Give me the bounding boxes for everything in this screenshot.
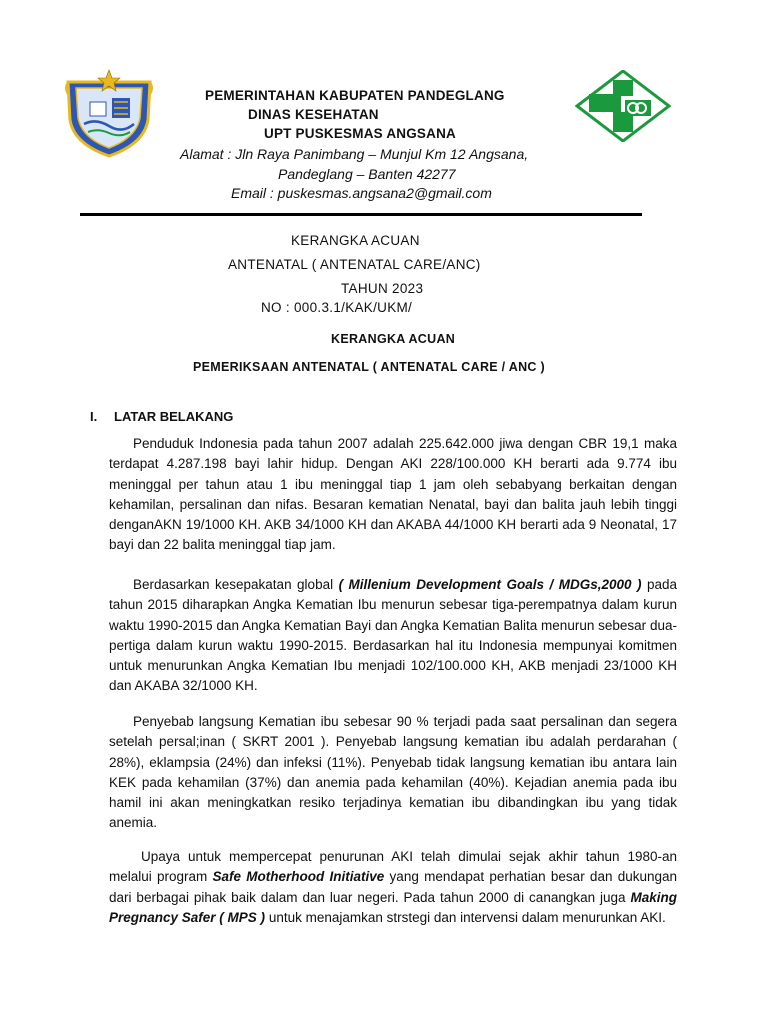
paragraph-4-text-a: Upaya untuk mempercepat penurunan AKI telah dimulai sejak akhir tahun 1980-an melalui program xyxy=(109,849,677,885)
paragraph-4 xyxy=(109,847,677,928)
doc-subheading-bold: PEMERIKSAAN ANTENATAL ( ANTENATAL CARE / ANC ) xyxy=(193,360,545,374)
doc-number: NO : 000.3.1/KAK/UKM/ xyxy=(261,300,413,315)
paragraph-2-text-b: pada tahun 2015 diharapkan Angka Kematian Ibu menurun sebesar tiga-perempatnya dalam kurun waktu 1990-2015 dan Angka Kematian Bayi dan Angka Kematian Balita menurun sebesar dua-pertiga dalam kurun waktu 1990-2015. Berdasarkan hal itu Indonesia mempunyai komitmen untuk menurunkan Angka Kematian Ibu menjadi 102/100.000 KH, AKB menjadi 23/1000 KH dan AKABA 32/1000 KH. xyxy=(109,577,677,694)
doc-title-line2: ANTENATAL ( ANTENATAL CARE/ANC) xyxy=(228,257,481,272)
paragraph-4-emphasis-b: Making Pregnancy Safer ( MPS ) xyxy=(109,889,677,925)
puskesmas-cross-icon xyxy=(575,70,671,142)
paragraph-2-text-a: Berdasarkan kesepakatan global xyxy=(133,577,339,592)
doc-title-year: TAHUN 2023 xyxy=(341,281,424,296)
paragraph-1-text: Penduduk Indonesia pada tahun 2007 adalah 225.642.000 jiwa dengan CBR 19,1 maka terdapat 4.287.198 bayi lahir hidup. Dengan AKI 228/100.000 KH berarti ada 9.774 ibu meninggal per tahun atau 1 ibu meninggal tiap 1 jam oleh sebabyang berkaitan dengan kehamilan, persalinan dan nifas. Besaran kematian Nenatal, bayi dan balita jauh lebih tinggi denganAKN 19/1000 KH. AKB 34/1000 KH dan AKABA 44/1000 KH berarti ada 9 Neonatal, 17 bayi dan 22 balita meninggal tiap jam. xyxy=(109,436,677,553)
letterhead-department: DINAS KESEHATAN xyxy=(248,107,379,122)
letterhead-address-line1: Alamat : Jln Raya Panimbang – Munjul Km 12 Angsana, xyxy=(180,146,529,162)
paragraph-4-text-c: untuk menajamkan strstegi dan intervensi dalam menurunkan AKI. xyxy=(265,909,666,925)
pandeglang-regency-crest-icon xyxy=(62,68,156,158)
letterhead-unit: UPT PUSKESMAS ANGSANA xyxy=(264,126,456,141)
paragraph-2-emphasis: ( Millenium Development Goals / MDGs,2000 ) xyxy=(338,577,642,592)
paragraph-4-emphasis-a: Safe Motherhood Initiative xyxy=(212,869,385,885)
paragraph-1 xyxy=(109,434,677,556)
section-heading xyxy=(90,409,233,424)
paragraph-4-text-b: yang mendapat perhatian besar dan dukungan dari berbagai pihak baik dalam dan luar negeri. Pada tahun 2000 di canangkan juga xyxy=(109,869,678,905)
paragraph-2 xyxy=(109,575,677,697)
doc-heading-bold: KERANGKA ACUAN xyxy=(331,332,456,346)
letterhead-email: Email : puskesmas.angsana2@gmail.com xyxy=(231,185,492,201)
letterhead-divider xyxy=(80,213,642,216)
paragraph-3-text: Penyebab langsung Kematian ibu sebesar 90 % terjadi pada saat persalinan dan segera setelah persal;inan ( SKRT 2001 ). Penyebab langsung kematian ibu adalah perdarahan ( 28%), eklampsia (24%) dan infeksi (11%). Penyebab tidak langsung kematian ibu antara lain KEK pada kehamilan (37%) dan anemia pada kehamilan (40%). Kejadian anemia pada ibu hamil ini akan meningkatkan resiko terjadinya kematian ibu dibandingkan ibu yang tidak anemia. xyxy=(109,714,677,831)
letterhead-government: PEMERINTAHAN KABUPATEN PANDEGLANG xyxy=(205,88,505,103)
paragraph-3 xyxy=(109,712,677,834)
doc-title-line1: KERANGKA ACUAN xyxy=(291,233,420,248)
section-title: LATAR BELAKANG xyxy=(114,409,234,424)
section-number: I. xyxy=(90,409,98,424)
letterhead-address-line2: Pandeglang – Banten 42277 xyxy=(278,166,456,182)
